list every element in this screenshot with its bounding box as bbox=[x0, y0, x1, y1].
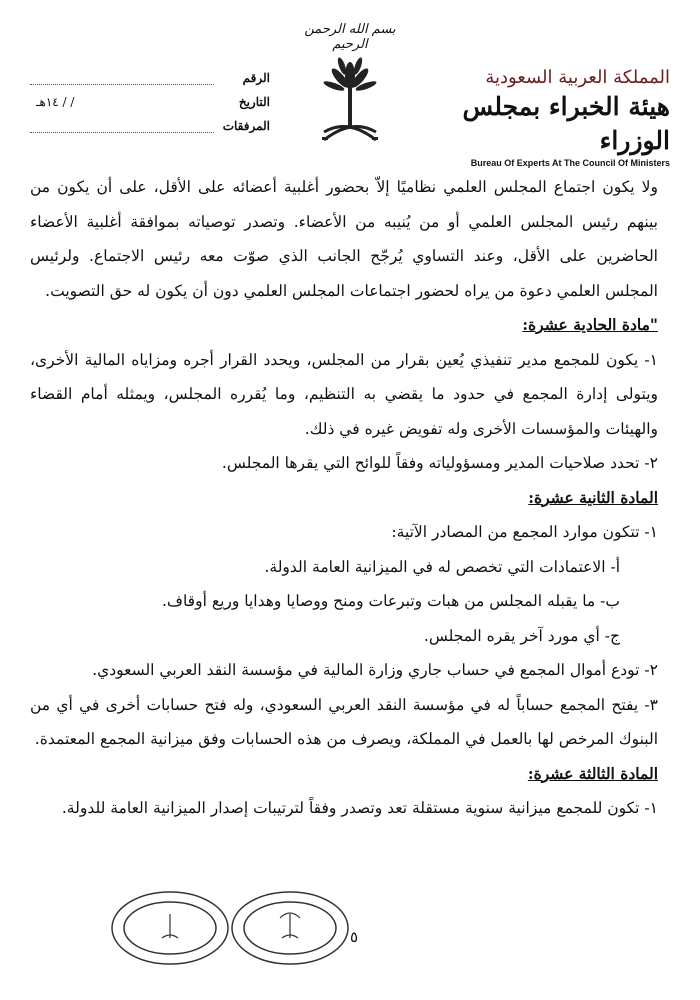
basmala: بسم الله الرحمن الرحيم bbox=[304, 22, 396, 52]
document-body bbox=[30, 170, 658, 826]
article-12-subitem-a: أ- الاعتمادات التي تخصص له في الميزانية العامة الدولة. bbox=[264, 557, 620, 576]
official-seal-icon bbox=[110, 888, 350, 968]
article-13-heading: المادة الثالثة عشرة: bbox=[527, 763, 658, 783]
reference-number-row bbox=[30, 66, 270, 90]
organization-name: هيئة الخبراء بمجلس الوزراء bbox=[462, 92, 670, 155]
article-11-heading: "مادة الحادية عشرة: bbox=[522, 315, 658, 334]
attachments-value bbox=[30, 114, 214, 133]
kingdom-name: المملكة العربية السعودية bbox=[485, 67, 670, 88]
organization-name-english: Bureau Of Experts At The Council Of Ministers bbox=[470, 158, 670, 168]
article-12-item-3: ٣- يفتح المجمع حساباً له في مؤسسة النقد العربي السعودي، وله فتح حسابات أخرى في أي من البنوك المرخص لها بالعمل في المملكة، ويصرف من هذه الحسابات وفق ميزانية المجمع المعتمدة. bbox=[30, 695, 658, 748]
article-12-heading: المادة الثانية عشرة: bbox=[528, 487, 658, 507]
palm-swords-emblem-icon bbox=[318, 54, 382, 148]
attachments-label: المرفقات bbox=[222, 119, 270, 133]
page-number: ٥ bbox=[350, 928, 359, 946]
date-value: / / ١٤هـ bbox=[36, 95, 75, 109]
date-row bbox=[30, 90, 270, 114]
organization-header bbox=[420, 66, 670, 168]
article-12-subitem-c: ج- أي مورد آخر يقره المجلس. bbox=[423, 626, 620, 645]
date-label: التاريخ bbox=[238, 95, 270, 109]
document-meta-fields bbox=[30, 66, 270, 138]
attachments-row bbox=[30, 114, 270, 138]
article-11-item-2: ٢- تحدد صلاحيات المدير ومسؤولياته وفقاً للوائح التي يقرها المجلس. bbox=[221, 454, 658, 472]
article-11-item-1: ١- يكون للمجمع مدير تنفيذي يُعين بقرار من المجلس، ويحدد القرار أجره ومزاياه المالية الأخرى، ويتولى إدارة المجمع في حدود ما يقضي به التنظيم، وما يُقرره المجلس، ويمثله أمام القضاء والهيئات والمؤسسات الأخرى وله تفويض غيره في ذلك. bbox=[30, 350, 658, 438]
article-12-subitem-b: ب- ما يقبله المجلس من هبات وتبرعات ومنح ووصايا وهدايا وريع أوقاف. bbox=[161, 592, 620, 610]
article-13-item-1: ١- تكون للمجمع ميزانية سنوية مستقلة تعد وتصدر وفقاً لترتيبات إصدار الميزانية العامة للدولة. bbox=[61, 799, 658, 817]
article-12-item-2: ٢- تودع أموال المجمع في حساب جاري وزارة المالية في مؤسسة النقد العربي السعودي. bbox=[92, 661, 658, 679]
reference-number-value bbox=[30, 66, 214, 85]
reference-number-label: الرقم bbox=[242, 71, 270, 85]
paragraph-council-quorum: ولا يكون اجتماع المجلس العلمي نظاميًا إلاّ بحضور أغلبية أعضائه على الأقل، على أن يكون من بينهم رئيس المجلس العلمي أو من يُنيبه من الأعضاء. وتصدر توصياته بموافقة أغلبية الأعضاء الحاضرين على الأقل، وعند التساوي يُرجّح الجانب الذي صوّت معه رئيس الاجتماع. ولرئيس المجلس العلمي دعوة من يراه لحضور اجتماعات المجلس العلمي دون أن يكون له حق التصويت. bbox=[30, 178, 658, 300]
article-12-item-1: ١- تتكون موارد المجمع من المصادر الآتية: bbox=[391, 523, 658, 541]
